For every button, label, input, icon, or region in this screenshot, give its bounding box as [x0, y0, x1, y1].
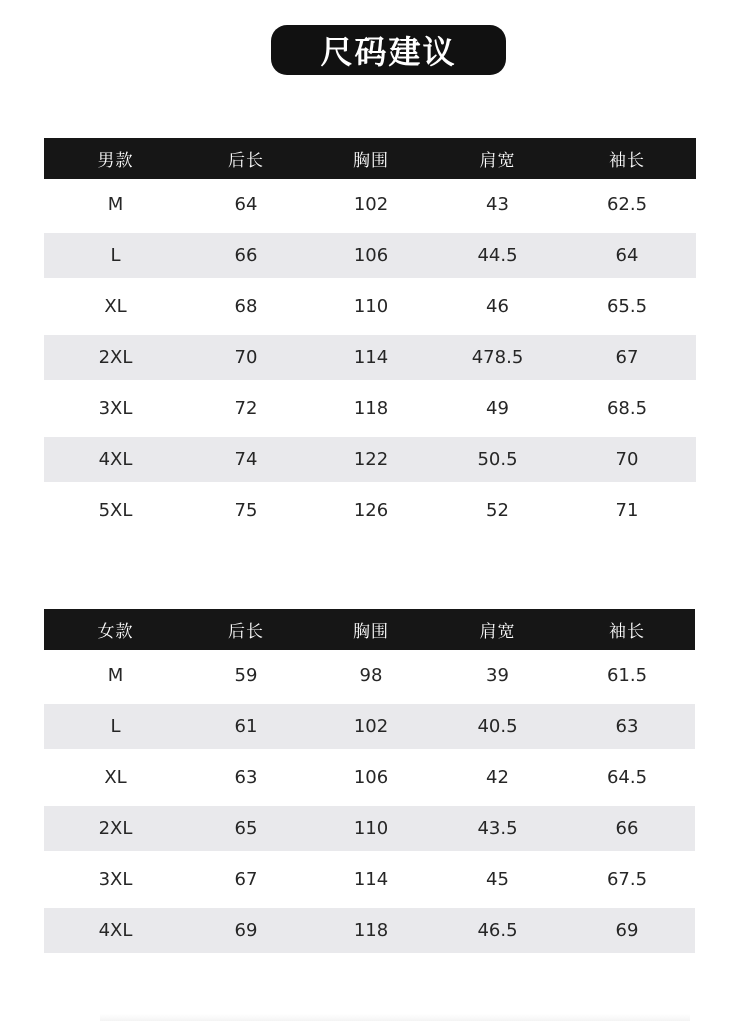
table-row [44, 650, 695, 701]
chest-cell: 102 [353, 716, 389, 737]
size-cell: XL [104, 767, 127, 788]
page-title: 尺码建议 [271, 25, 506, 75]
shoulder-cell: 42 [486, 767, 509, 788]
shoulder-cell: 50.5 [477, 449, 518, 470]
sleeve-cell: 65.5 [606, 296, 648, 317]
length-cell: 72 [234, 398, 258, 419]
sleeve-cell: 70 [615, 449, 639, 470]
table-row [44, 485, 696, 536]
sleeve-cell: 64.5 [606, 767, 648, 788]
length-cell: 69 [234, 920, 258, 941]
chest-cell: 106 [353, 245, 389, 266]
chest-cell: 126 [353, 500, 389, 521]
men-size-table [44, 138, 696, 536]
table-row [44, 437, 696, 482]
shoulder-cell: 46 [486, 296, 509, 317]
table-row [44, 383, 696, 434]
sleeve-cell: 62.5 [606, 194, 648, 215]
chest-cell: 122 [353, 449, 389, 470]
shoulder-cell: 49 [486, 398, 509, 419]
size-cell: 3XL [98, 398, 133, 419]
sleeve-cell: 64 [615, 245, 639, 266]
length-cell: 61 [234, 716, 258, 737]
table-row [44, 806, 695, 851]
table-row [44, 908, 695, 953]
size-cell: M [107, 665, 124, 686]
header-cell-length: 后长 [228, 151, 264, 171]
table-row [44, 233, 696, 278]
sleeve-cell: 61.5 [606, 665, 648, 686]
length-cell: 70 [234, 347, 258, 368]
shoulder-cell: 46.5 [477, 920, 518, 941]
chest-cell: 106 [353, 767, 389, 788]
shoulder-cell: 43 [486, 194, 509, 215]
header-cell-sleeve: 袖长 [609, 151, 645, 171]
sleeve-cell: 68.5 [606, 398, 648, 419]
shoulder-cell: 39 [486, 665, 509, 686]
shoulder-cell: 43.5 [477, 818, 518, 839]
table-row [44, 752, 695, 803]
sleeve-cell: 71 [615, 500, 639, 521]
size-cell: 2XL [98, 347, 133, 368]
table-row [44, 179, 696, 230]
table-row [44, 704, 695, 749]
size-cell: L [110, 245, 121, 266]
women-size-table [44, 609, 695, 956]
header-cell-shoulder: 肩宽 [479, 622, 516, 642]
chest-cell: 114 [353, 347, 389, 368]
length-cell: 67 [234, 869, 258, 890]
size-cell: 4XL [98, 449, 133, 470]
length-cell: 59 [234, 665, 258, 686]
header-cell-category: 女款 [97, 622, 134, 642]
table-row [44, 281, 696, 332]
sleeve-cell: 66 [615, 818, 639, 839]
header-cell-chest: 胸围 [353, 151, 389, 171]
length-cell: 75 [234, 500, 258, 521]
header-cell-shoulder: 肩宽 [479, 151, 516, 171]
sleeve-cell: 63 [615, 716, 639, 737]
chest-cell: 118 [353, 398, 389, 419]
header-cell-category: 男款 [97, 151, 134, 171]
size-cell: XL [104, 296, 127, 317]
men-table-header [44, 138, 696, 179]
shoulder-cell: 52 [486, 500, 509, 521]
length-cell: 68 [234, 296, 258, 317]
size-cell: 5XL [98, 500, 133, 521]
size-cell: M [107, 194, 124, 215]
length-cell: 66 [234, 245, 258, 266]
chest-cell: 102 [353, 194, 389, 215]
table-row [44, 854, 695, 905]
length-cell: 63 [234, 767, 258, 788]
header-cell-length: 后长 [228, 622, 264, 642]
header-cell-sleeve: 袖长 [609, 622, 645, 642]
length-cell: 74 [234, 449, 258, 470]
size-cell: 4XL [98, 920, 133, 941]
shoulder-cell: 40.5 [477, 716, 518, 737]
sleeve-cell: 69 [615, 920, 639, 941]
sleeve-cell: 67 [615, 347, 639, 368]
sleeve-cell: 67.5 [606, 869, 648, 890]
chest-cell: 110 [353, 296, 389, 317]
length-cell: 64 [234, 194, 258, 215]
size-cell: 3XL [98, 869, 133, 890]
bottom-divider [100, 1014, 690, 1021]
chest-cell: 118 [353, 920, 389, 941]
header-cell-chest: 胸围 [353, 622, 389, 642]
chest-cell: 98 [359, 665, 383, 686]
women-table-header [44, 609, 695, 650]
size-cell: L [110, 716, 121, 737]
length-cell: 65 [234, 818, 258, 839]
shoulder-cell: 44.5 [477, 245, 518, 266]
size-cell: 2XL [98, 818, 133, 839]
chest-cell: 110 [353, 818, 389, 839]
shoulder-cell: 478.5 [471, 347, 524, 368]
table-row [44, 335, 696, 380]
shoulder-cell: 45 [486, 869, 509, 890]
chest-cell: 114 [353, 869, 389, 890]
